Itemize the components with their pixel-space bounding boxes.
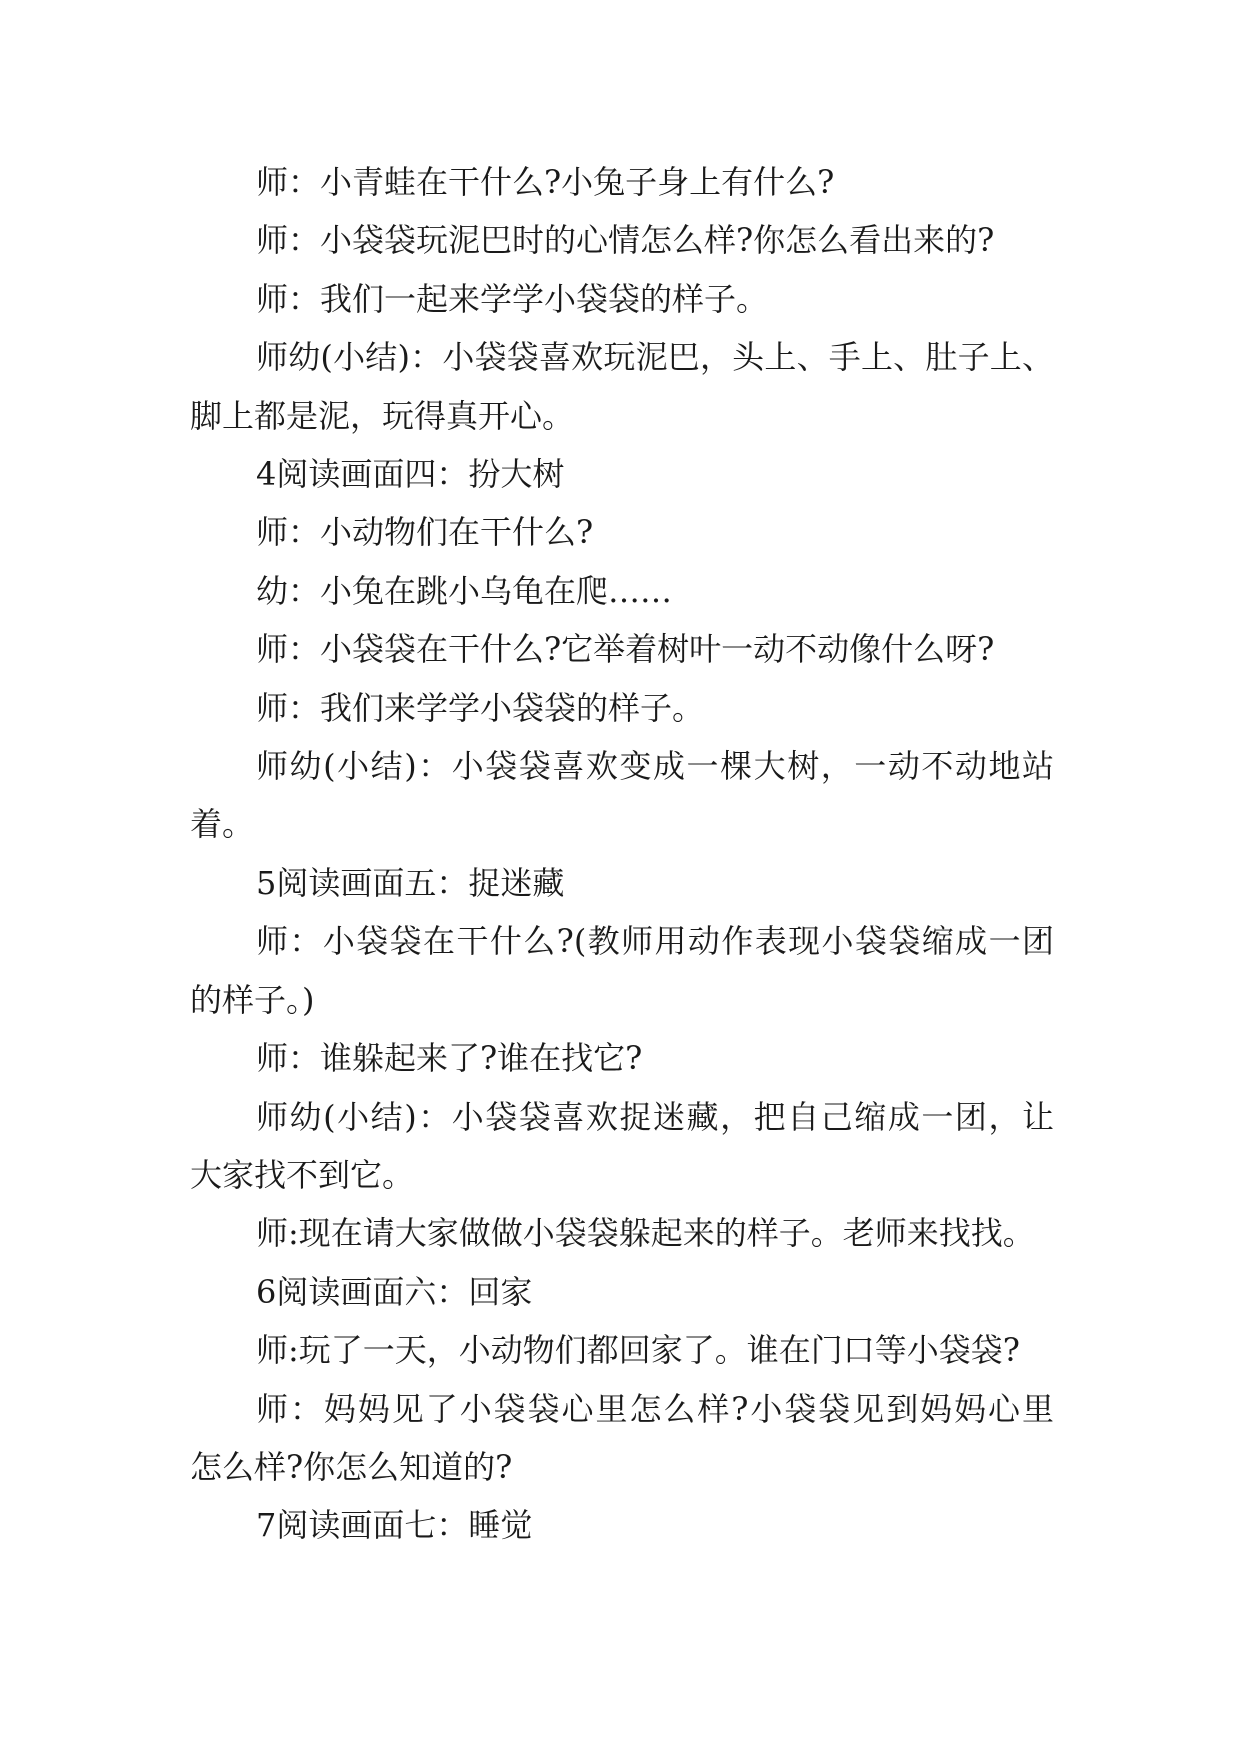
paragraph-line: 幼：小兔在跳小乌龟在爬…… [256, 571, 673, 610]
paragraph-line: 师：小袋袋玩泥巴时的心情怎么样?你怎么看出来的? [256, 221, 995, 260]
paragraph [190, 1029, 1054, 1087]
paragraph [190, 1321, 1054, 1379]
paragraph-line: 大家找不到它。 [190, 1155, 415, 1194]
paragraph [190, 1204, 1054, 1262]
paragraph-line: 怎么样?你怎么知道的? [190, 1447, 513, 1486]
paragraph [190, 1380, 1054, 1497]
paragraph-line: 师：妈妈见了小袋袋心里怎么样?小袋袋见到妈妈心里 [256, 1389, 1054, 1428]
section-heading-text: 5阅读画面五：捉迷藏 [256, 863, 565, 902]
paragraph-line: 师：小动物们在干什么? [256, 513, 594, 552]
paragraph [190, 1088, 1054, 1205]
paragraph-line: 师:玩了一天，小动物们都回家了。谁在门口等小袋袋? [256, 1331, 1020, 1370]
paragraph [190, 912, 1054, 1029]
paragraph [190, 503, 1054, 561]
section-heading-text: 6阅读画面六：回家 [256, 1272, 533, 1311]
paragraph-line: 脚上都是泥，玩得真开心。 [190, 396, 575, 435]
paragraph [190, 211, 1054, 269]
paragraph-line: 师幼(小结)：小袋袋喜欢变成一棵大树，一动不动地站 [256, 747, 1054, 786]
paragraph [190, 679, 1054, 737]
paragraph-line: 师：谁躲起来了?谁在找它? [256, 1039, 643, 1078]
section-heading [190, 1263, 1054, 1321]
section-heading-text: 7阅读画面七：睡觉 [256, 1506, 533, 1545]
document-body [190, 153, 1054, 1555]
section-heading [190, 445, 1054, 503]
paragraph-line: 师：我们来学学小袋袋的样子。 [256, 688, 705, 727]
paragraph-line: 师幼(小结)：小袋袋喜欢玩泥巴，头上、手上、肚子上、 [256, 338, 1054, 377]
paragraph [190, 328, 1054, 445]
paragraph-line: 师幼(小结)：小袋袋喜欢捉迷藏，把自己缩成一团，让 [256, 1097, 1054, 1136]
paragraph [190, 737, 1054, 854]
section-heading [190, 854, 1054, 912]
paragraph-line: 师：小青蛙在干什么?小兔子身上有什么? [256, 163, 835, 201]
paragraph [190, 562, 1054, 620]
paragraph-line: 着。 [190, 805, 255, 844]
paragraph-line: 的样子。) [190, 980, 315, 1019]
section-heading-text: 4阅读画面四：扮大树 [256, 455, 565, 494]
paragraph [190, 153, 1054, 211]
paragraph-line: 师:现在请大家做做小袋袋躲起来的样子。老师来找找。 [256, 1214, 1035, 1253]
paragraph-line: 师：小袋袋在干什么?(教师用动作表现小袋袋缩成一团 [256, 922, 1054, 961]
paragraph [190, 270, 1054, 328]
paragraph-line: 师：小袋袋在干什么?它举着树叶一动不动像什么呀? [256, 630, 995, 669]
paragraph [190, 620, 1054, 678]
section-heading [190, 1496, 1054, 1554]
paragraph-line: 师：我们一起来学学小袋袋的样子。 [256, 279, 769, 318]
